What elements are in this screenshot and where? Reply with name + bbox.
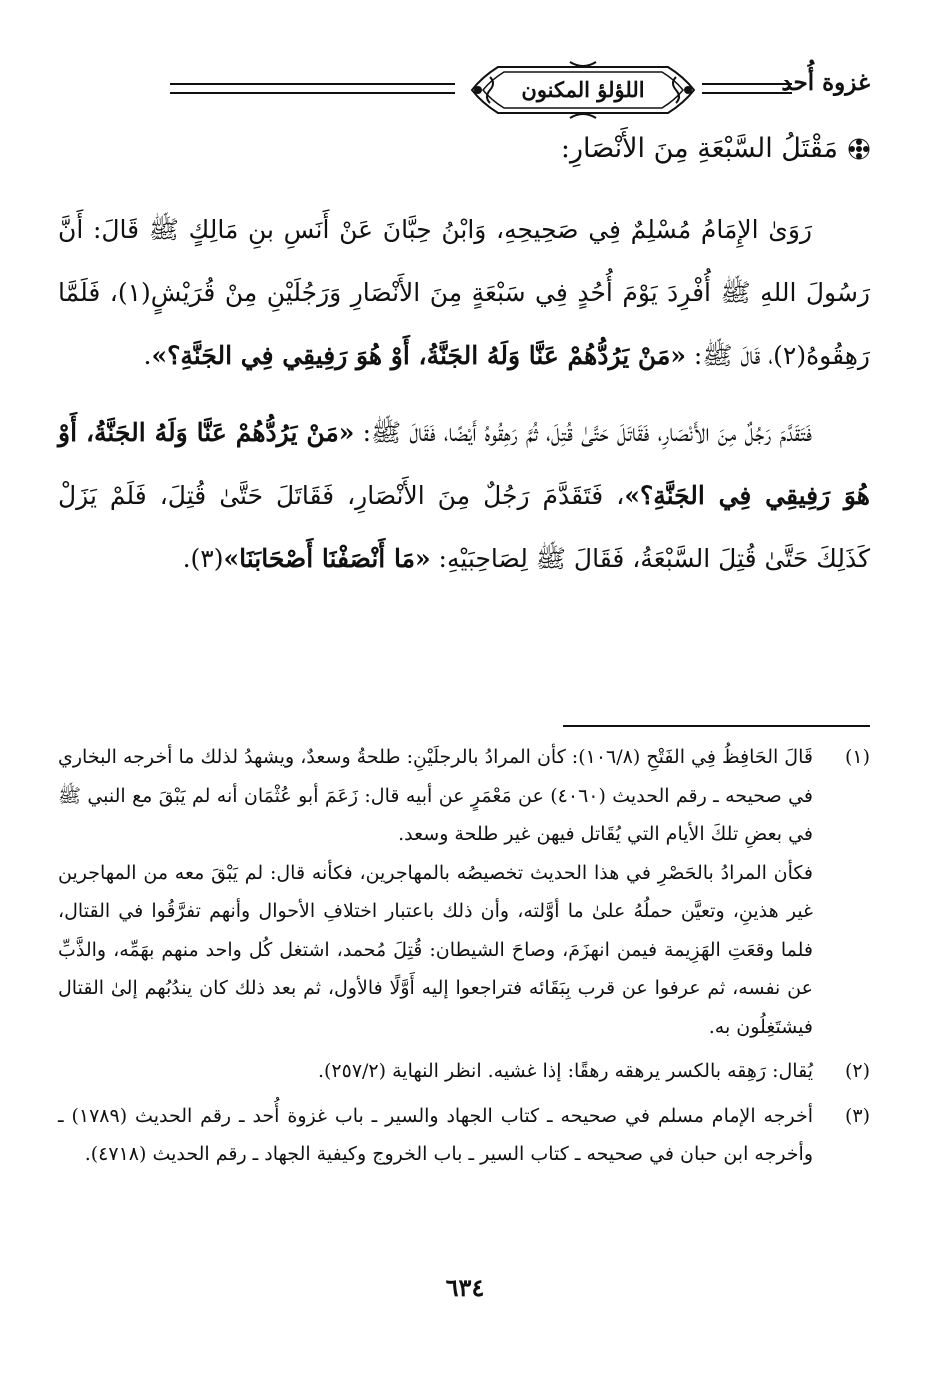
hadith-quote: «مَنْ يَرُدُّهُمْ عَنَّا وَلَهُ الجَنَّةُ، أَوْ هُوَ رَفِيقِي فِي الجَنَّةِ؟» [151,341,686,370]
footnote-number: (٢) [844,1060,870,1082]
paragraph-text: فَتَقَدَّمَ رَجُلٌ مِنَ الأَنْصَارِ، فَقَاتَلَ حَتَّىٰ قُتِلَ، ثُمَّ رَهِقُوهُ أَيْضًا، فَقَالَ ﷺ: [354,418,812,447]
section-title: مَقْتَلُ السَّبْعَةِ مِنَ الأَنْصَارِ: [560,133,838,164]
footnote [58,1052,870,1091]
flower-bullet-icon [848,138,870,160]
footnote-separator [563,725,870,727]
paragraph-text: ، فَتَقَدَّمَ رَجُلٌ مِنَ الأَنْصَارِ، فَقَاتَلَ حَتَّىٰ قُتِلَ، فَلَمْ يَزَلْ كَذَلِكَ حَتَّىٰ قُتِلَ السَّبْعَةُ، فَقَالَ ﷺ لِصَاحِبَيْهِ: [58,481,870,573]
section-heading [561,133,870,164]
page-number: ٦٣٤ [445,1273,485,1302]
hadith-quote: «مَا أَنْصَفْنَا أَصْحَابَنَا» [223,544,431,573]
book-title: اللؤلؤ المكنون [521,77,645,102]
header-rule-right [702,83,792,94]
running-header [60,55,870,127]
paragraph-end: (٣). [182,544,224,573]
footnote-text: قَالَ الحَافِظُ فِي الفَتْحِ (١٠٦/٨): كأن المرادُ بالرجلَيْنِ: طلحةُ وسعدٌ، ويشهدُ لذلك ما أخرجه البخاري في صحيحه ـ رقم الحديث (٤٠٦٠) عن مَعْمَرٍ عن أبيه قال: زَعَمَ أبو عُثْمَان أنه لم يَبْقَ مع النبي ﷺ في بعضِ تلكَ الأيام التي يُقَاتل فيهن غير طلحة وسعد. [58,746,813,845]
paragraph [58,401,870,590]
main-text [58,198,870,590]
hadith-quote: «مَنْ يَرُدُّهُمْ عَنَّا وَلَهُ الجَنَّةُ، أَوْ هُوَ رَفِيقِي فِي الجَنَّةِ؟» [58,418,870,510]
header-rule-left [170,83,455,94]
paragraph-end: . [143,341,152,370]
footnote-text: يُقال: رَهِقه بالكسر يرهقه رهقًا: إذا غشيه. انظر النهاية (٢٥٧/٢). [317,1060,813,1082]
footnotes [58,738,870,1174]
footnote-body [58,738,813,1046]
footnote [58,1097,870,1174]
chapter-title: غزوة أُحد [781,69,870,96]
footnote-number: (١) [844,746,870,768]
book-title-cartouche [470,59,696,121]
footnote-number: (٣) [844,1104,870,1127]
paragraph-text: رَوَىٰ الإِمَامُ مُسْلِمٌ فِي صَحِيحِهِ، وَابْنُ حِبَّانَ عَنْ أَنَسِ بنِ مَالِكٍ ﷺ قَالَ: أَنَّ رَسُولَ اللهِ ﷺ أُفْرِدَ يَوْمَ أُحُدٍ فِي سَبْعَةٍ مِنَ الأَنْصَارِ وَرَجُلَيْنِ مِنْ قُرَيْشٍ(١)، فَلَمَّا رَهِقُوهُ(٢)، قَالَ ﷺ: [58,215,870,370]
footnote-text: أخرجه الإمام مسلم في صحيحه ـ كتاب الجهاد والسير ـ باب غزوة أُحد ـ رقم الحديث (١٧٨٩) ـ وأخرجه ابن حبان في صحيحه ـ كتاب السير ـ باب الخروج وكيفية الجهاد ـ رقم الحديث (٤٧١٨). [58,1104,813,1165]
footnote-text: فكأن المرادُ بالحَصْرِ في هذا الحديث تخصيصُه بالمهاجرين، فكأنه قال: لم يَبْقَ معه من المهاجرين غير هذينِ، وتعيَّن حملُهُ علىٰ ما أوَّلته، وأن ذلك باعتبار اختلافِ الأحوال وأنهم تفرَّقُوا في القتال، فلما وقعَتِ الهَزِيمة فيمن انهزَمَ، وصاحَ الشيطان: قُتِلَ مُحمد، اشتغل كُل واحد منهم بهَمِّه، والذَّبِّ عن نفسه، ثم عرفوا عن قرب بِبَقَائه فتراجعوا إليه أَوَّلًا فالأول، ثم بعد ذلك كان يندُبُهم إلىٰ القتال فيشتَغِلُون به. [58,861,813,1038]
footnote [58,738,870,1046]
paragraph [58,198,870,387]
